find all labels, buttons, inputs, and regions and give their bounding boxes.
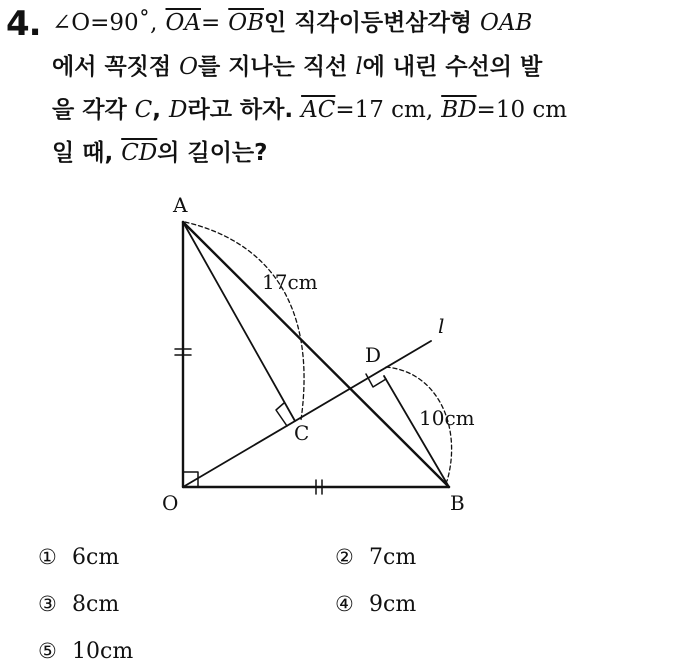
line-l-line [183,341,431,487]
choice-2[interactable] [335,540,416,574]
bd-value: =10 cm [476,97,568,123]
right-angle-mark-c [276,403,287,426]
segment-ac: $\overline{AC}$ [301,97,336,123]
choice-1-marker: ① [38,545,57,569]
segment-ob: $\overline{OB}$ [228,10,265,36]
choice-5-marker: ⑤ [38,639,57,663]
choice-3[interactable] [38,587,119,621]
line3-text-3: 라고 하자. [187,97,302,123]
segment-ac-line [183,222,295,421]
choice-2-text: 7cm [369,545,417,570]
label-d: D [365,343,382,367]
angle-condition: ∠O=90˚, [52,10,158,36]
choice-3-marker: ③ [38,592,57,616]
vertex-o: O [179,54,198,80]
line-l: l [355,54,363,80]
segment-oa: $\overline{OA}$ [165,10,201,36]
line3-text-1: 을 각각 [52,97,135,123]
label-l: l [438,314,445,338]
line4-text-2: 의 길이는? [157,140,268,166]
choice-1[interactable] [38,540,119,574]
choice-4[interactable] [335,587,416,621]
segment-bd: $\overline{BD}$ [441,97,477,123]
choice-5-text: 10cm [72,639,134,664]
label-c: C [294,421,310,445]
line2-text-1: 에서 꼭짓점 [52,54,180,80]
ac-value: =17 cm, [335,97,434,123]
line2-text-3: 에 내린 수선의 발 [362,54,543,80]
choice-4-text: 9cm [369,592,417,617]
label-b: B [450,491,465,515]
choice-1-text: 6cm [72,545,120,570]
choice-3-text: 8cm [72,592,120,617]
choice-4-marker: ④ [335,592,354,616]
arc-ac [185,222,304,420]
point-d: D [169,97,188,123]
point-c: C [134,97,153,123]
choice-2-marker: ② [335,545,354,569]
segment-cd: $\overline{CD}$ [121,140,158,166]
line2-text-2: 를 지나는 직선 [197,54,356,80]
right-angle-mark-d [366,374,386,387]
line3-text-2: , [152,97,170,123]
line4-text-1: 일 때, [52,140,122,166]
label-o: O [162,491,179,515]
label-a: A [173,193,188,217]
line1-text: 인 직각이등변삼각형 [264,10,481,36]
triangle-oab: OAB [480,10,533,36]
question-number: 4. [6,4,41,44]
choice-5[interactable] [38,634,133,668]
length-bd-label: 10cm [419,406,475,430]
length-ac-label: 17cm [262,270,318,294]
equals-sign: = [200,10,221,36]
